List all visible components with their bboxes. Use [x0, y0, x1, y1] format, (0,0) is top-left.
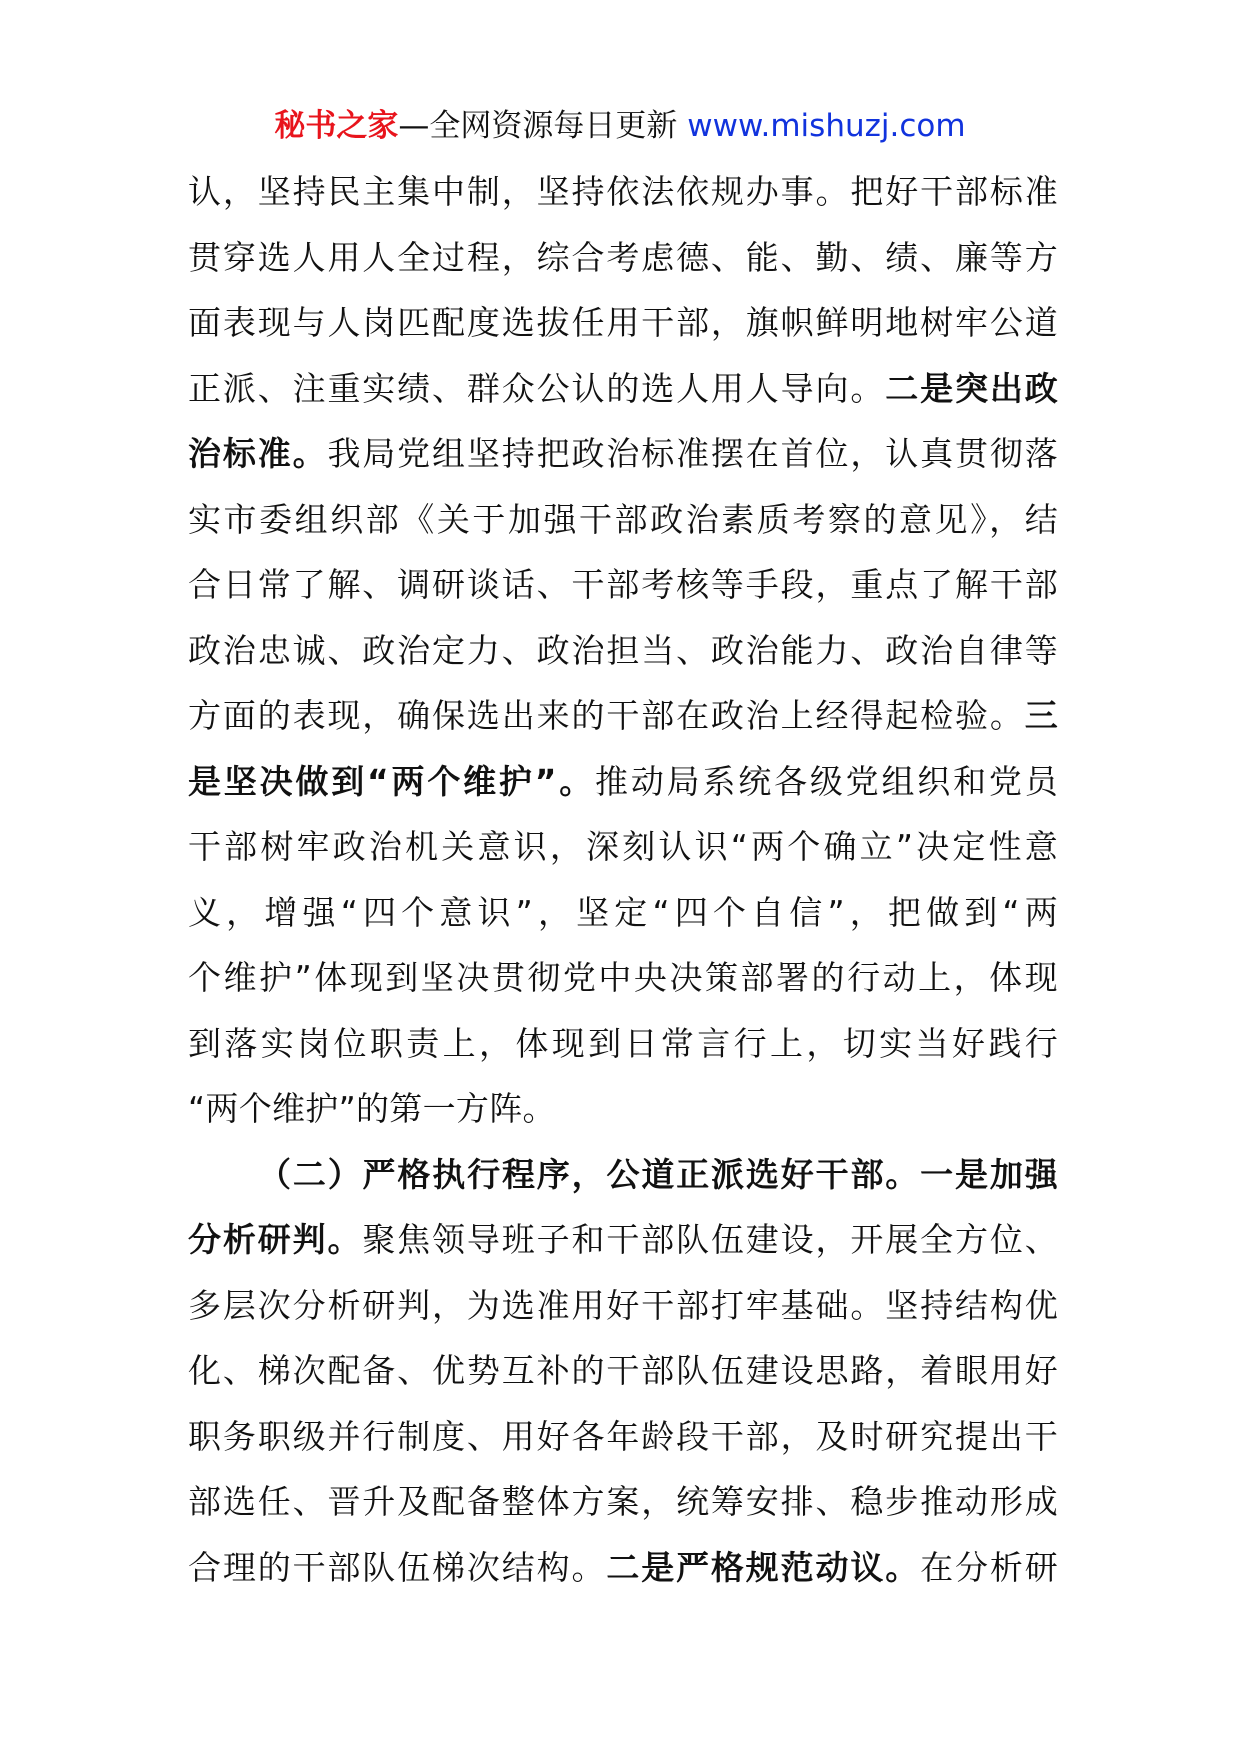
text-line	[188, 487, 1058, 553]
text-run: 义，增强“四个意识”，坚定“四个自信”，把做到“两	[188, 892, 1058, 932]
text-line	[188, 749, 1058, 815]
site-brand: 秘书之家	[274, 108, 399, 144]
bold-run: 二是严格规范动议。	[606, 1547, 921, 1587]
text-line	[188, 225, 1058, 291]
text-run: 干部树牢政治机关意识，深刻认识“两个确立”决定性意	[188, 827, 1058, 866]
bold-run: （二）严格执行程序，公道正派选好干部。一是加强	[258, 1154, 1058, 1194]
text-run: 多层次分析研判，为选准用好干部打牢基础。坚持结构优	[188, 1285, 1058, 1325]
text-line	[188, 1273, 1058, 1339]
text-run: 聚焦领导班子和干部队伍建设，开展全方位、	[362, 1220, 1058, 1259]
text-line	[188, 683, 1058, 749]
text-line	[188, 1404, 1058, 1470]
site-url-link[interactable]: www.mishuzj.com	[687, 108, 966, 144]
site-header	[0, 103, 1240, 149]
text-line	[188, 290, 1058, 356]
text-line	[188, 618, 1058, 684]
text-line	[188, 552, 1058, 618]
text-run: 认，坚持民主集中制，坚持依法依规办事。把好干部标准	[188, 172, 1058, 211]
text-run: “两个维护”的第一方阵。	[188, 1089, 556, 1128]
text-run: 部选任、晋升及配备整体方案，统筹安排、稳步推动形成	[188, 1482, 1058, 1521]
text-run: 政治忠诚、政治定力、政治担当、政治能力、政治自律等	[188, 630, 1058, 670]
text-line	[188, 159, 1058, 225]
text-run: 到落实岗位职责上，体现到日常言行上，切实当好践行	[188, 1023, 1058, 1063]
text-run: 个维护”体现到坚决贯彻党中央决策部署的行动上，体现	[188, 958, 1058, 997]
text-line	[188, 356, 1058, 422]
text-run: 合日常了解、调研谈话、干部考核等手段，重点了解干部	[188, 565, 1058, 604]
text-line	[188, 1207, 1058, 1273]
text-line	[188, 421, 1058, 487]
text-run: 在分析研	[920, 1547, 1058, 1587]
text-run: 合理的干部队伍梯次结构。	[188, 1547, 607, 1587]
bold-run: 治标准。	[188, 434, 328, 473]
bold-run: 三	[1024, 696, 1058, 735]
text-run: 贯穿选人用人全过程，综合考虑德、能、勤、绩、廉等方	[188, 237, 1058, 277]
text-run: 方面的表现，确保选出来的干部在政治上经得起检验。	[188, 696, 1025, 735]
bold-run: 二是突出政	[885, 368, 1058, 408]
text-run: 实市委组织部《关于加强干部政治素质考察的意见》，结	[188, 499, 1058, 539]
text-line	[188, 1535, 1058, 1601]
text-line	[188, 1469, 1058, 1535]
section-heading-line	[188, 1142, 1058, 1208]
text-line	[188, 945, 1058, 1011]
text-line	[188, 1338, 1058, 1404]
text-run: 职务职级并行制度、用好各年龄段干部，及时研究提出干	[188, 1416, 1058, 1456]
text-line	[188, 1076, 1058, 1142]
document-body	[188, 159, 1058, 1600]
text-run: 正派、注重实绩、群众公认的选人用人导向。	[188, 368, 886, 408]
text-run: 我局党组坚持把政治标准摆在首位，认真贯彻落	[327, 434, 1058, 473]
bold-run: 是坚决做到“两个维护”。	[188, 761, 596, 801]
bold-run: 分析研判。	[188, 1220, 363, 1259]
site-tagline: —全网资源每日更新	[398, 108, 688, 144]
text-line	[188, 1011, 1058, 1077]
text-run: 面表现与人岗匹配度选拔任用干部，旗帜鲜明地树牢公道	[188, 303, 1058, 342]
text-run: 化、梯次配备、优势互补的干部队伍建设思路，着眼用好	[188, 1351, 1058, 1390]
text-run: 推动局系统各级党组织和党员	[595, 761, 1059, 801]
text-line	[188, 814, 1058, 880]
text-line	[188, 880, 1058, 946]
